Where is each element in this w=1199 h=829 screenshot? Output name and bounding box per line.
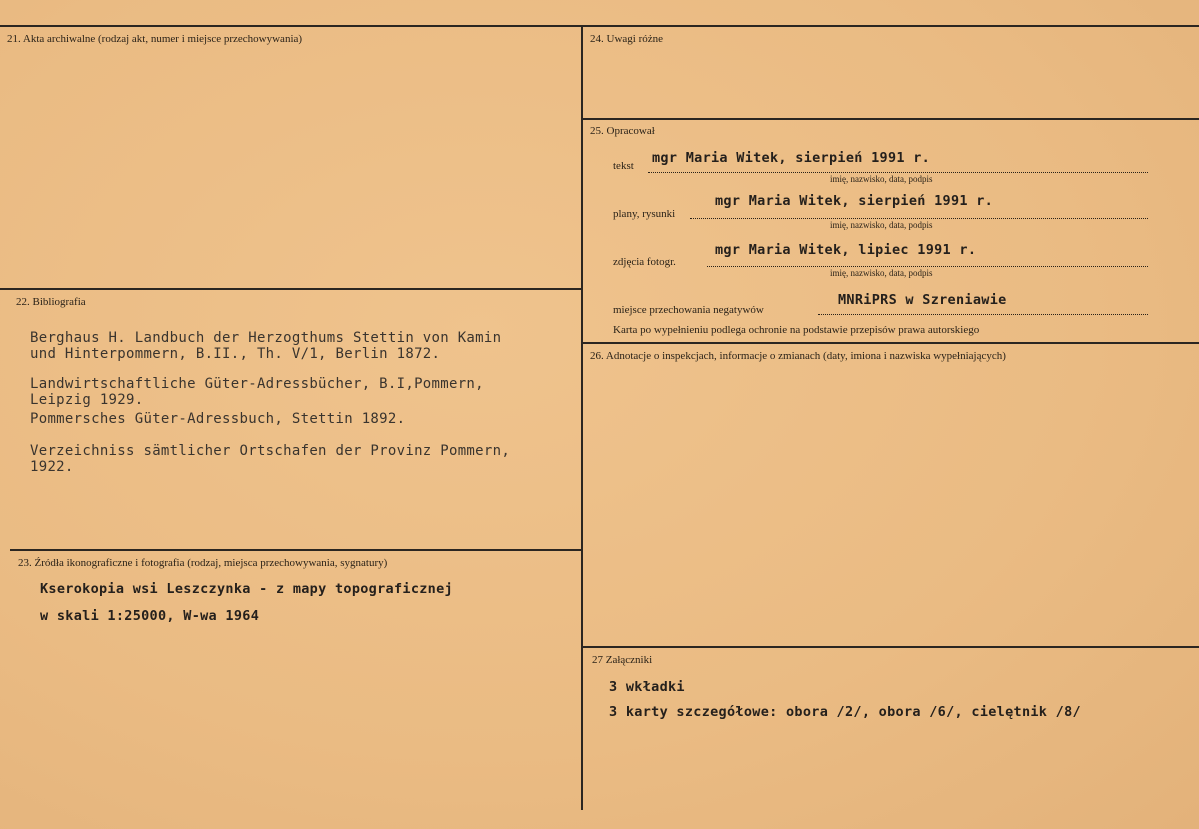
text-author-value: mgr Maria Witek, sierpień 1991 r. <box>652 150 931 166</box>
divider-25-26 <box>581 342 1199 344</box>
photos-author-label: zdjęcia fotogr. <box>613 256 676 268</box>
bibliography-line: 1922. <box>30 459 74 475</box>
text-author-label: tekst <box>613 160 634 172</box>
plans-author-label: plany, rysunki <box>613 208 676 220</box>
iconography-line: w skali 1:25000, W-wa 1964 <box>40 608 260 624</box>
bibliography-line: Pommersches Güter-Adressbuch, Stettin 1892. <box>30 411 406 427</box>
divider-24-25 <box>581 118 1199 120</box>
divider-26-27 <box>581 646 1199 648</box>
section-26-label: 26. Adnotacje o inspekcjach, informacje o zmianach (daty, imiona i nazwiska wypełniających) <box>590 350 1006 362</box>
bibliography-line: und Hinterpommern, B.II., Th. V/1, Berlin 1872. <box>30 346 441 362</box>
photos-author-value: mgr Maria Witek, lipiec 1991 r. <box>715 242 977 258</box>
section-27-label: 27 Załączniki <box>592 654 653 666</box>
negatives-dotline <box>818 314 1148 315</box>
center-divider <box>581 25 583 810</box>
negatives-label: miejsce przechowania negatywów <box>613 304 764 316</box>
bibliography-line: Leipzig 1929. <box>30 392 144 408</box>
plans-author-caption: imię, nazwisko, data, podpis <box>830 220 933 230</box>
plans-author-dotline <box>690 218 1148 219</box>
divider-21-22 <box>0 288 583 290</box>
iconography-line: Kserokopia wsi Leszczynka - z mapy topograficznej <box>40 581 453 597</box>
text-author-caption: imię, nazwisko, data, podpis <box>830 174 933 184</box>
plans-author-value: mgr Maria Witek, sierpień 1991 r. <box>715 193 994 209</box>
bibliography-line: Landwirtschaftliche Güter-Adressbücher, B.I,Pommern, <box>30 376 484 392</box>
bibliography-line: Berghaus H. Landbuch der Herzogthums Stettin von Kamin <box>30 330 502 346</box>
section-23-label: 23. Źródła ikonograficzne i fotografia (rodzaj, miejsca przechowywania, sygnatury) <box>18 557 388 569</box>
attachment-line: 3 karty szczegółowe: obora /2/, obora /6/, cielętnik /8/ <box>609 704 1081 720</box>
attachment-line: 3 wkładki <box>609 679 685 695</box>
text-author-dotline <box>648 172 1148 173</box>
top-rule <box>0 25 1199 27</box>
divider-22-23 <box>10 549 583 551</box>
photos-author-dotline <box>707 266 1148 267</box>
copyright-note: Karta po wypełnieniu podlega ochronie na podstawie przepisów prawa autorskiego <box>613 324 980 336</box>
section-22-label: 22. Bibliografia <box>16 296 86 308</box>
section-25-label: 25. Opracował <box>590 125 655 137</box>
section-24-label: 24. Uwagi różne <box>590 33 664 45</box>
section-21-label: 21. Akta archiwalne (rodzaj akt, numer i miejsce przechowywania) <box>7 33 303 45</box>
photos-author-caption: imię, nazwisko, data, podpis <box>830 268 933 278</box>
bibliography-line: Verzeichniss sämtlicher Ortschafen der Provinz Pommern, <box>30 443 511 459</box>
negatives-value: MNRiPRS w Szreniawie <box>838 292 1007 308</box>
